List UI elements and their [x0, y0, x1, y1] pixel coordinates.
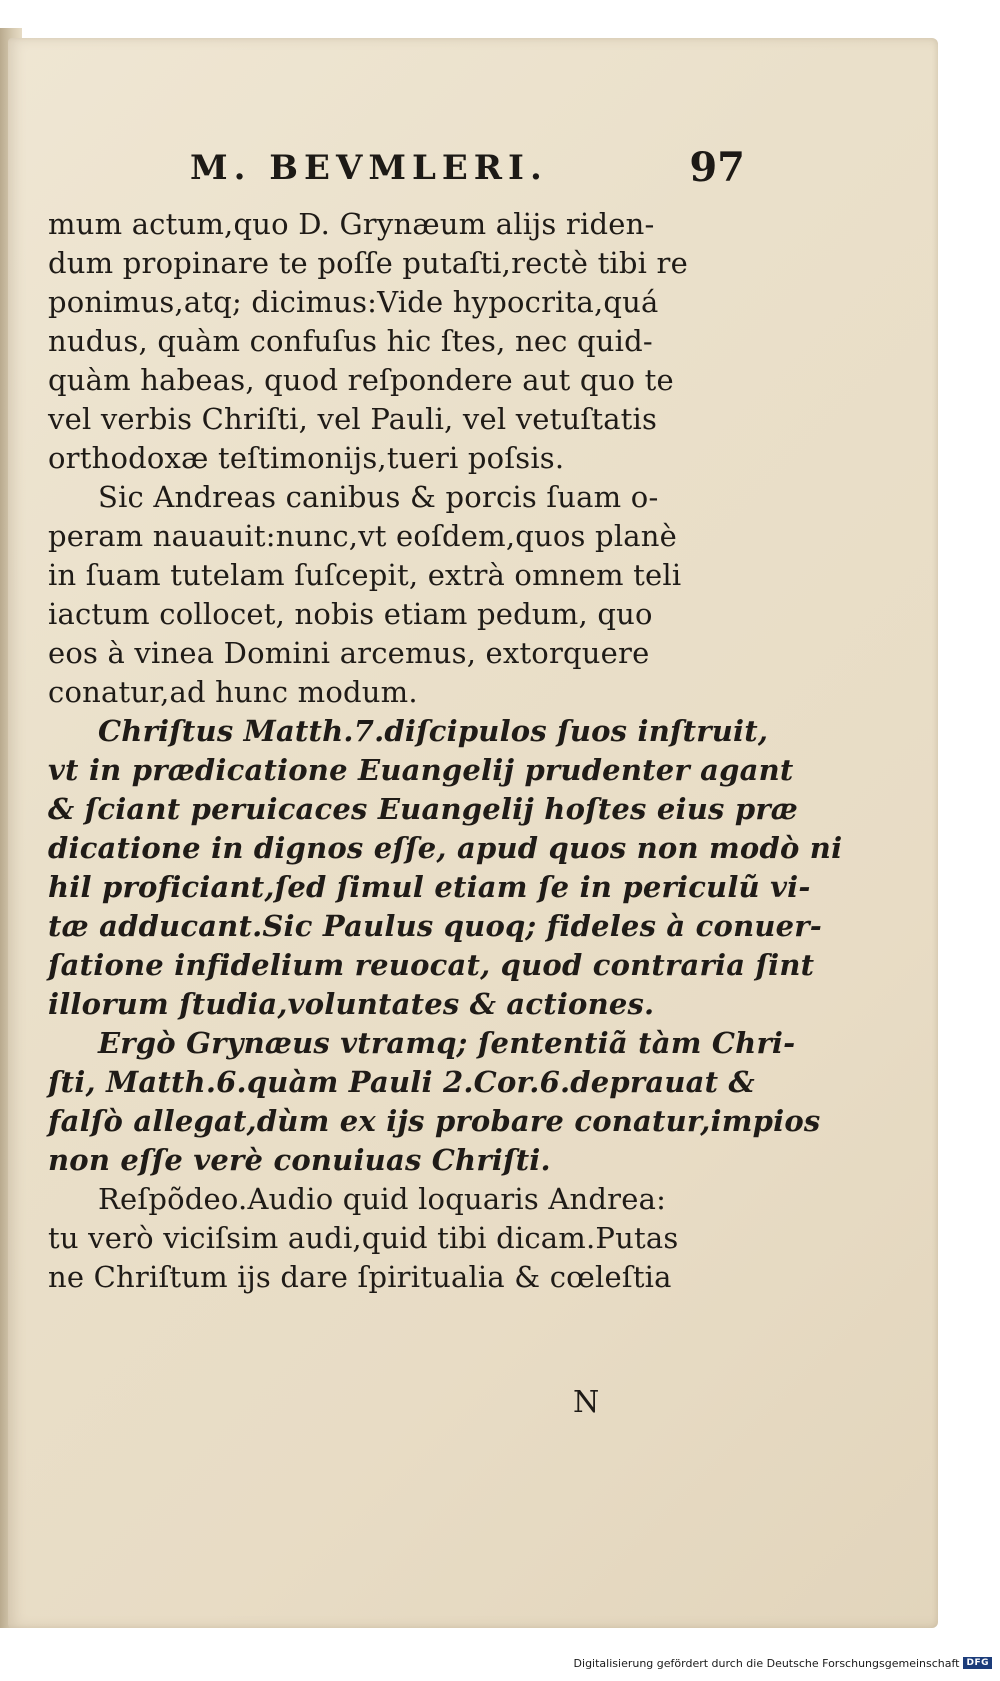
italic-text-line: vt in prædicatione Euangelij prudenter agant [48, 753, 794, 787]
page-number: 97 [689, 144, 745, 191]
text-line: mum actum,quo D. Grynæum alijs riden- [48, 207, 655, 241]
text-line: quàm habeas, quod reſpondere aut quo te [48, 363, 674, 397]
text-line: eos à vinea Domini arcemus, extorquere [48, 636, 650, 670]
italic-text-line: & ſciant peruicaces Euangelij hoſtes eius præ [48, 792, 799, 826]
page-header [190, 144, 745, 198]
text-line: orthodoxæ teſtimonijs,tueri poſsis. [48, 441, 565, 475]
digitization-footer [574, 1653, 992, 1673]
body-text [48, 205, 843, 1297]
text-line: ponimus,atq; dicimus:Vide hypocrita,quá [48, 285, 659, 319]
text-line: conatur,ad hunc modum. [48, 675, 418, 709]
text-line: ne Chriſtum ijs dare ſpiritualia & cœleſtia [48, 1260, 672, 1294]
footer-text: Digitalisierung gefördert durch die Deutsche Forschungsgemeinschaft [573, 1656, 960, 1670]
text-line: Sic Andreas canibus & porcis ſuam o- [98, 480, 659, 514]
text-line: iactum collocet, nobis etiam pedum, quo [48, 597, 653, 631]
dfg-logo: DFG [963, 1657, 992, 1669]
italic-text-line: tæ adducant.Sic Paulus quoq; fideles à conuer- [48, 909, 823, 943]
text-line: dum propinare te poſſe putaſti,rectè tibi re [48, 246, 688, 280]
italic-text-line: falſò allegat,dùm ex ijs probare conatur,impios [48, 1104, 821, 1138]
text-line: in ſuam tutelam ſuſcepit, extrà omnem teli [48, 558, 682, 592]
italic-text-line: ſti, Matth.6.quàm Pauli 2.Cor.6.deprauat & [48, 1065, 755, 1099]
text-line: nudus, quàm confuſus hic ſtes, nec quid- [48, 324, 653, 358]
italic-text-line: hil proficiant,ſed ſimul etiam ſe in periculũ vi- [48, 870, 811, 904]
signature-mark: N [573, 1385, 600, 1420]
text-line: Reſpõdeo.Audio quid loquaris Andrea: [98, 1182, 667, 1216]
running-head: M. BEVMLERI. [190, 148, 548, 188]
text-line: peram nauauit:nunc,vt eoſdem,quos planè [48, 519, 678, 553]
italic-text-line: non eſſe verè conuiuas Chriſti. [48, 1143, 551, 1177]
text-line: tu verò viciſsim audi,quid tibi dicam.Putas [48, 1221, 679, 1255]
italic-text-line: Ergò Grynæus vtramq; ſententiã tàm Chri- [98, 1026, 796, 1060]
italic-text-line: illorum ſtudia,voluntates & actiones. [48, 987, 655, 1021]
italic-text-line: ſatione infidelium reuocat, quod contraria ſint [48, 948, 815, 982]
italic-text-line: Chriſtus Matth.7.diſcipulos ſuos inſtruit, [98, 714, 769, 748]
text-line: vel verbis Chriſti, vel Pauli, vel vetuſtatis [48, 402, 658, 436]
italic-text-line: dicatione in dignos eſſe, apud quos non modò ni [48, 831, 843, 865]
